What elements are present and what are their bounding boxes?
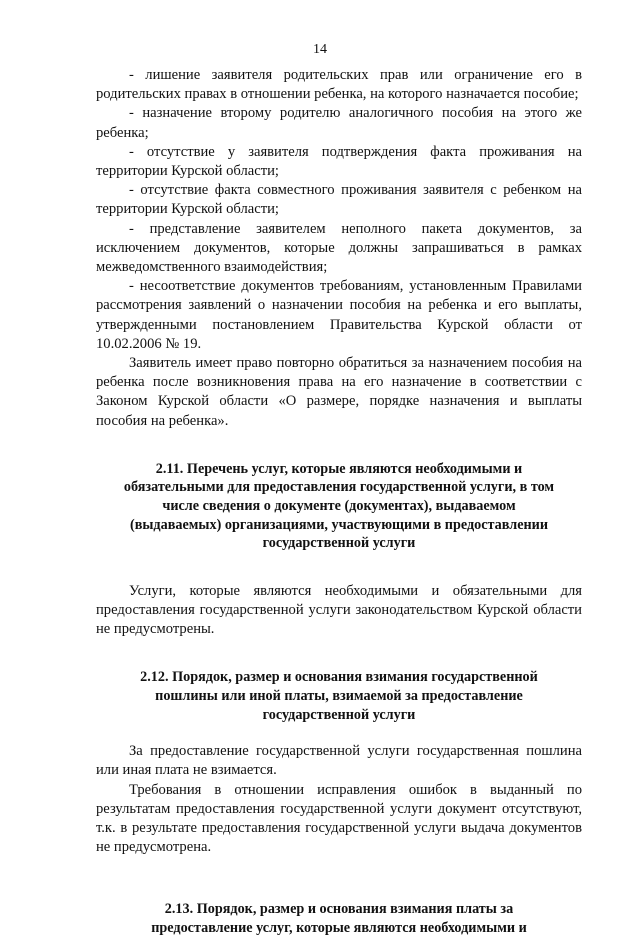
section-2-13-heading: 2.13. Порядок, размер и основания взимания платы за предоставление услуг, которые являются необходимыми и: [151, 901, 527, 937]
bullet-item: - лишение заявителя родительских прав или ограничение его в родительских правах в отношении ребенка, на которого назначается пособие;: [96, 67, 582, 103]
page-body: [96, 66, 582, 938]
page-number: 14: [313, 42, 327, 57]
bullet-item: - отсутствие у заявителя подтверждения факта проживания на территории Курской области;: [96, 143, 582, 180]
bullet-item: - несоответствие документов требованиям, установленным Правилами рассмотрения заявлений о назначении пособия на ребенка и его выплаты, утвержденными постановлением Правительства Курской области от 10.02.2006 № 19.: [96, 278, 582, 352]
reapply-paragraph: Заявитель имеет право повторно обратиться за назначением пособия на ребенка после возникновения права на его назначение в соответствии с Законом Курской области «О размере, порядке назначения и выплаты пособия на ребенка».: [96, 355, 582, 429]
bullet-item: - представление заявителем неполного пакета документов, за исключением документов, которые должны запрашиваться в рамках межведомственного взаимодействия;: [96, 220, 582, 276]
bullet-item: - отсутствие факта совместного проживания заявителя с ребенком на территории Курской области;: [96, 182, 582, 218]
section-2-11-text: Услуги, которые являются необходимыми и обязательными для предоставления государственной услуги законодательством Курской области не предусмотрены.: [96, 582, 582, 638]
section-2-12-paragraph: Требования в отношении исправления ошибок в выданный по результатам предоставления государственной услуги документ отсутствуют, т.к. в результате предоставления государственной услуги выдача документов не предусмотрена.: [96, 781, 582, 856]
bullet-item: - назначение второму родителю аналогичного пособия на этого же ребенка;: [96, 105, 582, 141]
section-2-12-paragraph: За предоставление государственной услуги государственная пошлина или иная плата не взимается.: [96, 743, 582, 779]
section-2-12-heading: 2.12. Порядок, размер и основания взимания государственной пошлины или иной платы, взимаемой за предоставление государственной услуги: [140, 669, 538, 723]
section-2-11-heading: 2.11. Перечень услуг, которые являются необходимыми и обязательными для предоставления государственной услуги, в том числе сведения о документе (документах), выдаваемом (выдаваемых) организациями, участвующими в предоставлении государственной услуги: [123, 460, 555, 552]
